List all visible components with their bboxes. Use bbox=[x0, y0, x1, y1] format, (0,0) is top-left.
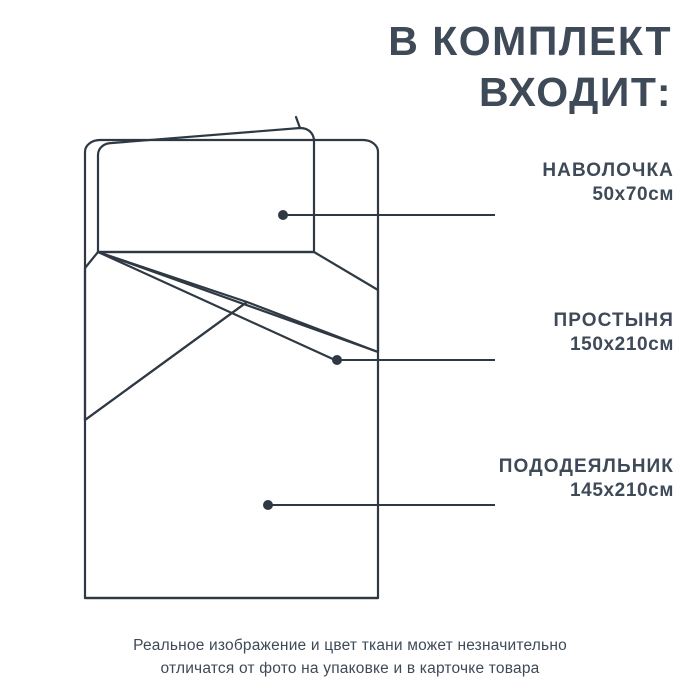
callout-pillowcase-name: НАВОЛОЧКА bbox=[542, 160, 674, 181]
callout-sheet bbox=[344, 310, 674, 357]
callout-duvet-cover-size: 145х210см bbox=[570, 479, 674, 501]
leader-dot-sheet bbox=[333, 356, 341, 364]
callout-pillowcase bbox=[344, 160, 674, 207]
disclaimer-line-1: Реальное изображение и цвет ткани может незначительно bbox=[133, 636, 567, 654]
leader-dot-duvet bbox=[264, 501, 272, 509]
sheet-fold-crease bbox=[98, 252, 335, 360]
page-title-line-2: ВХОДИТ: bbox=[478, 69, 672, 116]
leader-dot-pillowcase bbox=[279, 211, 287, 219]
page-title-line-1: В КОМПЛЕКТ bbox=[388, 18, 672, 64]
callout-pillowcase-size: 50х70см bbox=[592, 183, 674, 205]
pillow-corner-tip bbox=[296, 117, 300, 128]
callout-sheet-name: ПРОСТЫНЯ bbox=[553, 310, 674, 331]
disclaimer-note bbox=[0, 634, 700, 681]
callout-duvet-cover bbox=[344, 456, 674, 503]
pillow-outline bbox=[98, 128, 314, 252]
callout-duvet-cover-name: ПОДОДЕЯЛЬНИК bbox=[498, 456, 674, 477]
duvet-outline bbox=[85, 152, 378, 598]
callout-sheet-size: 150х210см bbox=[570, 333, 674, 355]
disclaimer-line-2: отличатся от фото на упаковке и в карточке товара bbox=[160, 659, 540, 677]
